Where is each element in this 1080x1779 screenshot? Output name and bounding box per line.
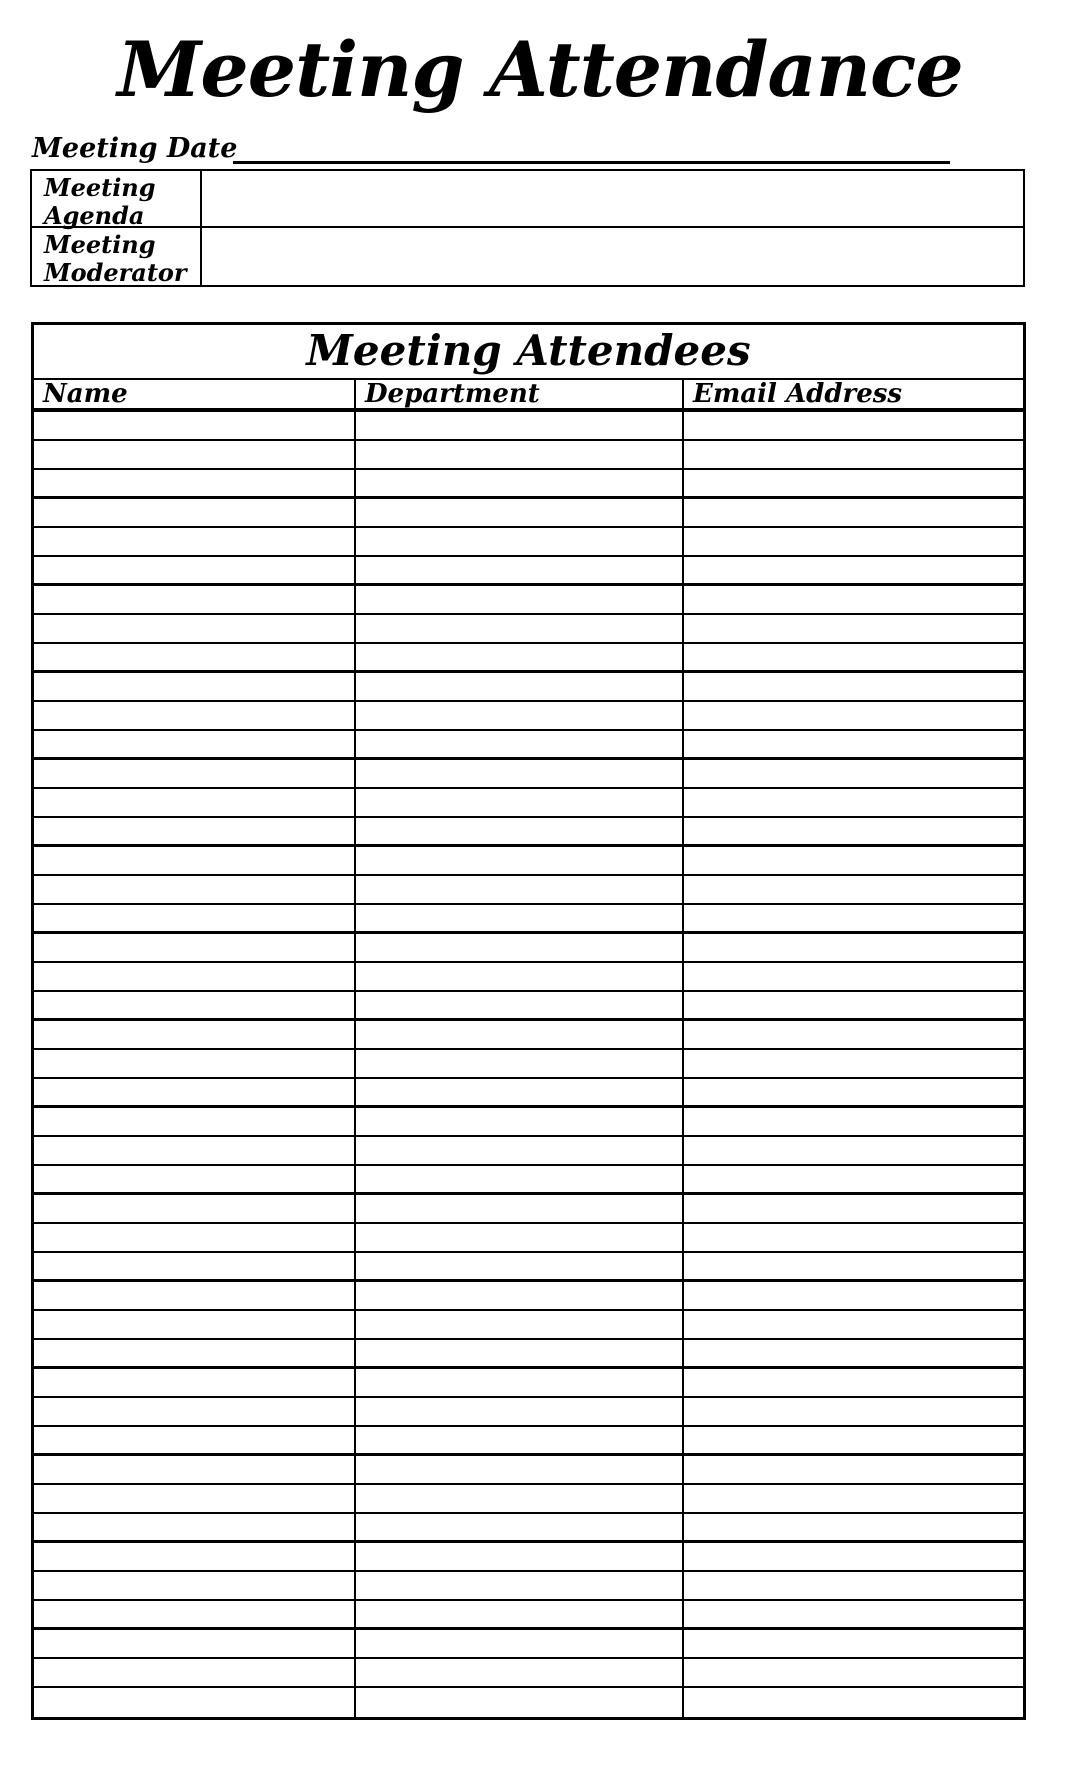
meeting-moderator-row xyxy=(32,228,1023,285)
attendee-cell-email-address[interactable] xyxy=(684,1282,1023,1309)
attendee-cell-name[interactable] xyxy=(34,470,356,496)
attendee-cell-department[interactable] xyxy=(356,1543,684,1570)
attendee-cell-email-address[interactable] xyxy=(684,1688,1023,1717)
attendee-cell-email-address[interactable] xyxy=(684,934,1023,961)
attendee-cell-email-address[interactable] xyxy=(684,963,1023,990)
attendee-cell-email-address[interactable] xyxy=(684,1195,1023,1222)
attendees-table-row xyxy=(34,1572,1023,1601)
attendees-table-row xyxy=(34,1427,1023,1456)
attendee-cell-email-address[interactable] xyxy=(684,1137,1023,1164)
attendee-cell-name[interactable] xyxy=(34,412,356,439)
attendee-cell-name[interactable] xyxy=(34,847,356,874)
attendee-cell-department[interactable] xyxy=(356,557,684,583)
attendee-cell-email-address[interactable] xyxy=(684,644,1023,670)
attendees-table-row xyxy=(34,1311,1023,1340)
meeting-agenda-row xyxy=(32,171,1023,228)
attendee-cell-name[interactable] xyxy=(34,1398,356,1425)
attendee-cell-email-address[interactable] xyxy=(684,528,1023,555)
attendees-table-row xyxy=(34,1021,1023,1050)
attendees-table-row xyxy=(34,847,1023,876)
attendee-cell-email-address[interactable] xyxy=(684,789,1023,816)
attendee-cell-department[interactable] xyxy=(356,1166,684,1192)
attendees-table-row xyxy=(34,644,1023,673)
attendees-table-row xyxy=(34,499,1023,528)
attendee-cell-name[interactable] xyxy=(34,992,356,1018)
attendee-cell-department[interactable] xyxy=(356,847,684,874)
attendee-cell-department[interactable] xyxy=(356,441,684,468)
attendee-cell-email-address[interactable] xyxy=(684,1398,1023,1425)
meeting-date-input-line[interactable] xyxy=(233,161,950,164)
attendee-cell-department[interactable] xyxy=(356,528,684,555)
attendees-rows xyxy=(34,412,1023,1717)
attendees-table-row xyxy=(34,934,1023,963)
attendees-table-row xyxy=(34,557,1023,586)
attendee-cell-name[interactable] xyxy=(34,557,356,583)
attendee-cell-email-address[interactable] xyxy=(684,1311,1023,1338)
attendee-cell-department[interactable] xyxy=(356,1137,684,1164)
attendee-cell-department[interactable] xyxy=(356,1195,684,1222)
attendee-cell-email-address[interactable] xyxy=(684,1572,1023,1599)
attendees-table-row xyxy=(34,905,1023,934)
attendee-cell-department[interactable] xyxy=(356,1282,684,1309)
attendee-cell-email-address[interactable] xyxy=(684,499,1023,526)
attendee-cell-name[interactable] xyxy=(34,615,356,642)
attendee-cell-name[interactable] xyxy=(34,1050,356,1077)
attendees-table-row xyxy=(34,963,1023,992)
attendee-cell-email-address[interactable] xyxy=(684,1253,1023,1279)
attendees-table-row xyxy=(34,615,1023,644)
attendee-cell-department[interactable] xyxy=(356,615,684,642)
attendee-cell-department[interactable] xyxy=(356,412,684,439)
attendee-cell-name[interactable] xyxy=(34,876,356,903)
attendee-cell-department[interactable] xyxy=(356,470,684,496)
attendees-table-row xyxy=(34,1398,1023,1427)
attendee-cell-name[interactable] xyxy=(34,1224,356,1251)
attendees-table-row xyxy=(34,702,1023,731)
attendee-cell-name[interactable] xyxy=(34,441,356,468)
attendee-cell-email-address[interactable] xyxy=(684,1630,1023,1657)
attendee-cell-email-address[interactable] xyxy=(684,441,1023,468)
attendee-cell-department[interactable] xyxy=(356,673,684,700)
attendee-cell-department[interactable] xyxy=(356,818,684,844)
attendee-cell-email-address[interactable] xyxy=(684,1340,1023,1366)
attendees-table-row xyxy=(34,1195,1023,1224)
attendee-cell-email-address[interactable] xyxy=(684,847,1023,874)
attendee-cell-department[interactable] xyxy=(356,905,684,931)
attendees-table-row xyxy=(34,1688,1023,1717)
attendee-cell-department[interactable] xyxy=(356,1369,684,1396)
attendee-cell-department[interactable] xyxy=(356,1514,684,1540)
attendee-cell-name[interactable] xyxy=(34,1630,356,1657)
attendee-cell-department[interactable] xyxy=(356,731,684,757)
attendees-table-row xyxy=(34,992,1023,1021)
attendees-table-row xyxy=(34,1485,1023,1514)
attendee-cell-name[interactable] xyxy=(34,499,356,526)
attendees-table-row xyxy=(34,731,1023,760)
attendee-cell-email-address[interactable] xyxy=(684,1369,1023,1396)
meeting-agenda-field[interactable] xyxy=(202,171,1023,226)
meeting-date-row xyxy=(30,118,950,166)
attendee-cell-department[interactable] xyxy=(356,499,684,526)
attendee-cell-department[interactable] xyxy=(356,1021,684,1048)
attendees-table-row xyxy=(34,1456,1023,1485)
attendee-cell-name[interactable] xyxy=(34,1456,356,1483)
attendee-cell-name[interactable] xyxy=(34,731,356,757)
attendee-cell-email-address[interactable] xyxy=(684,1166,1023,1192)
attendee-cell-department[interactable] xyxy=(356,1456,684,1483)
meeting-moderator-field[interactable] xyxy=(202,228,1023,285)
attendee-cell-name[interactable] xyxy=(34,586,356,613)
attendee-cell-name[interactable] xyxy=(34,1021,356,1048)
column-header-name: Name xyxy=(34,380,356,408)
attendee-cell-department[interactable] xyxy=(356,586,684,613)
attendee-cell-email-address[interactable] xyxy=(684,760,1023,787)
meeting-info-table xyxy=(30,169,1025,287)
attendee-cell-department[interactable] xyxy=(356,1311,684,1338)
attendee-cell-name[interactable] xyxy=(34,1195,356,1222)
attendees-table-row xyxy=(34,1137,1023,1166)
attendees-table-row xyxy=(34,876,1023,905)
attendee-cell-department[interactable] xyxy=(356,1253,684,1279)
attendees-table-row xyxy=(34,1369,1023,1398)
attendees-table-row xyxy=(34,760,1023,789)
attendee-cell-name[interactable] xyxy=(34,1282,356,1309)
page-title: Meeting Attendance xyxy=(117,25,963,114)
attendee-cell-email-address[interactable] xyxy=(684,731,1023,757)
attendee-cell-name[interactable] xyxy=(34,1311,356,1338)
attendee-cell-email-address[interactable] xyxy=(684,470,1023,496)
attendees-table-row xyxy=(34,1050,1023,1079)
attendee-cell-name[interactable] xyxy=(34,1659,356,1686)
attendee-cell-email-address[interactable] xyxy=(684,1485,1023,1512)
attendees-table-row xyxy=(34,412,1023,441)
attendee-cell-name[interactable] xyxy=(34,1079,356,1105)
attendee-cell-department[interactable] xyxy=(356,934,684,961)
attendee-cell-name[interactable] xyxy=(34,644,356,670)
attendee-cell-name[interactable] xyxy=(34,1253,356,1279)
attendees-table-row xyxy=(34,470,1023,499)
attendee-cell-email-address[interactable] xyxy=(684,1079,1023,1105)
attendees-table-row xyxy=(34,586,1023,615)
attendee-cell-email-address[interactable] xyxy=(684,1456,1023,1483)
attendees-header-row xyxy=(34,380,1023,412)
attendee-cell-email-address[interactable] xyxy=(684,615,1023,642)
attendee-cell-email-address[interactable] xyxy=(684,412,1023,439)
attendee-cell-department[interactable] xyxy=(356,963,684,990)
attendees-table-row xyxy=(34,441,1023,470)
meeting-agenda-label: Meeting Agenda xyxy=(32,171,202,226)
attendee-cell-department[interactable] xyxy=(356,789,684,816)
attendee-cell-department[interactable] xyxy=(356,1485,684,1512)
attendee-cell-email-address[interactable] xyxy=(684,673,1023,700)
attendee-cell-email-address[interactable] xyxy=(684,1543,1023,1570)
attendee-cell-name[interactable] xyxy=(34,1543,356,1570)
attendee-cell-email-address[interactable] xyxy=(684,1224,1023,1251)
attendees-table-row xyxy=(34,1340,1023,1369)
attendee-cell-department[interactable] xyxy=(356,760,684,787)
attendee-cell-department[interactable] xyxy=(356,1688,684,1717)
attendee-cell-email-address[interactable] xyxy=(684,992,1023,1018)
attendee-cell-name[interactable] xyxy=(34,1166,356,1192)
attendee-cell-email-address[interactable] xyxy=(684,1427,1023,1453)
attendees-table-row xyxy=(34,1253,1023,1282)
attendees-table-row xyxy=(34,1079,1023,1108)
attendee-cell-name[interactable] xyxy=(34,1485,356,1512)
attendee-cell-name[interactable] xyxy=(34,1369,356,1396)
attendee-cell-email-address[interactable] xyxy=(684,905,1023,931)
attendee-cell-department[interactable] xyxy=(356,1108,684,1135)
attendee-cell-name[interactable] xyxy=(34,1340,356,1366)
attendees-table-row xyxy=(34,1108,1023,1137)
attendee-cell-email-address[interactable] xyxy=(684,557,1023,583)
attendee-cell-name[interactable] xyxy=(34,673,356,700)
attendees-table xyxy=(31,322,1026,1720)
attendee-cell-department[interactable] xyxy=(356,1572,684,1599)
attendee-cell-department[interactable] xyxy=(356,1079,684,1105)
attendees-table-row xyxy=(34,818,1023,847)
attendee-cell-name[interactable] xyxy=(34,1108,356,1135)
attendee-cell-name[interactable] xyxy=(34,1427,356,1453)
attendee-cell-department[interactable] xyxy=(356,644,684,670)
attendees-table-row xyxy=(34,1282,1023,1311)
attendee-cell-email-address[interactable] xyxy=(684,1021,1023,1048)
attendee-cell-name[interactable] xyxy=(34,528,356,555)
attendees-table-row xyxy=(34,1630,1023,1659)
attendee-cell-email-address[interactable] xyxy=(684,702,1023,729)
attendee-cell-name[interactable] xyxy=(34,934,356,961)
attendee-cell-name[interactable] xyxy=(34,702,356,729)
attendee-cell-email-address[interactable] xyxy=(684,818,1023,844)
attendee-cell-email-address[interactable] xyxy=(684,876,1023,903)
attendee-cell-department[interactable] xyxy=(356,1427,684,1453)
attendee-cell-name[interactable] xyxy=(34,905,356,931)
attendee-cell-department[interactable] xyxy=(356,876,684,903)
attendee-cell-email-address[interactable] xyxy=(684,586,1023,613)
attendee-cell-name[interactable] xyxy=(34,963,356,990)
attendee-cell-name[interactable] xyxy=(34,760,356,787)
attendee-cell-email-address[interactable] xyxy=(684,1108,1023,1135)
attendee-cell-name[interactable] xyxy=(34,818,356,844)
attendees-table-row xyxy=(34,528,1023,557)
attendee-cell-department[interactable] xyxy=(356,1224,684,1251)
attendees-table-row xyxy=(34,1224,1023,1253)
attendee-cell-email-address[interactable] xyxy=(684,1601,1023,1627)
meeting-moderator-label: Meeting Moderator xyxy=(32,228,202,285)
attendee-cell-department[interactable] xyxy=(356,1659,684,1686)
attendees-table-row xyxy=(34,1601,1023,1630)
column-header-email-address: Email Address xyxy=(693,380,903,408)
attendees-table-row xyxy=(34,1166,1023,1195)
attendee-cell-name[interactable] xyxy=(34,789,356,816)
attendees-table-row xyxy=(34,673,1023,702)
attendees-table-row xyxy=(34,1659,1023,1688)
attendee-cell-department[interactable] xyxy=(356,702,684,729)
attendee-cell-name[interactable] xyxy=(34,1688,356,1717)
attendee-cell-department[interactable] xyxy=(356,1340,684,1366)
attendee-cell-email-address[interactable] xyxy=(684,1514,1023,1540)
attendee-cell-email-address[interactable] xyxy=(684,1659,1023,1686)
attendee-cell-department[interactable] xyxy=(356,1601,684,1627)
attendee-cell-department[interactable] xyxy=(356,1630,684,1657)
attendee-cell-name[interactable] xyxy=(34,1601,356,1627)
attendees-table-title: Meeting Attendees xyxy=(34,325,1023,380)
attendee-cell-name[interactable] xyxy=(34,1514,356,1540)
attendees-table-row xyxy=(34,1514,1023,1543)
attendee-cell-department[interactable] xyxy=(356,1398,684,1425)
attendees-table-row xyxy=(34,1543,1023,1572)
attendee-cell-department[interactable] xyxy=(356,992,684,1018)
attendee-cell-email-address[interactable] xyxy=(684,1050,1023,1077)
attendees-table-row xyxy=(34,789,1023,818)
column-header-department: Department xyxy=(356,380,684,408)
attendee-cell-department[interactable] xyxy=(356,1050,684,1077)
meeting-date-label: Meeting Date xyxy=(32,133,238,164)
attendee-cell-name[interactable] xyxy=(34,1137,356,1164)
attendee-cell-name[interactable] xyxy=(34,1572,356,1599)
